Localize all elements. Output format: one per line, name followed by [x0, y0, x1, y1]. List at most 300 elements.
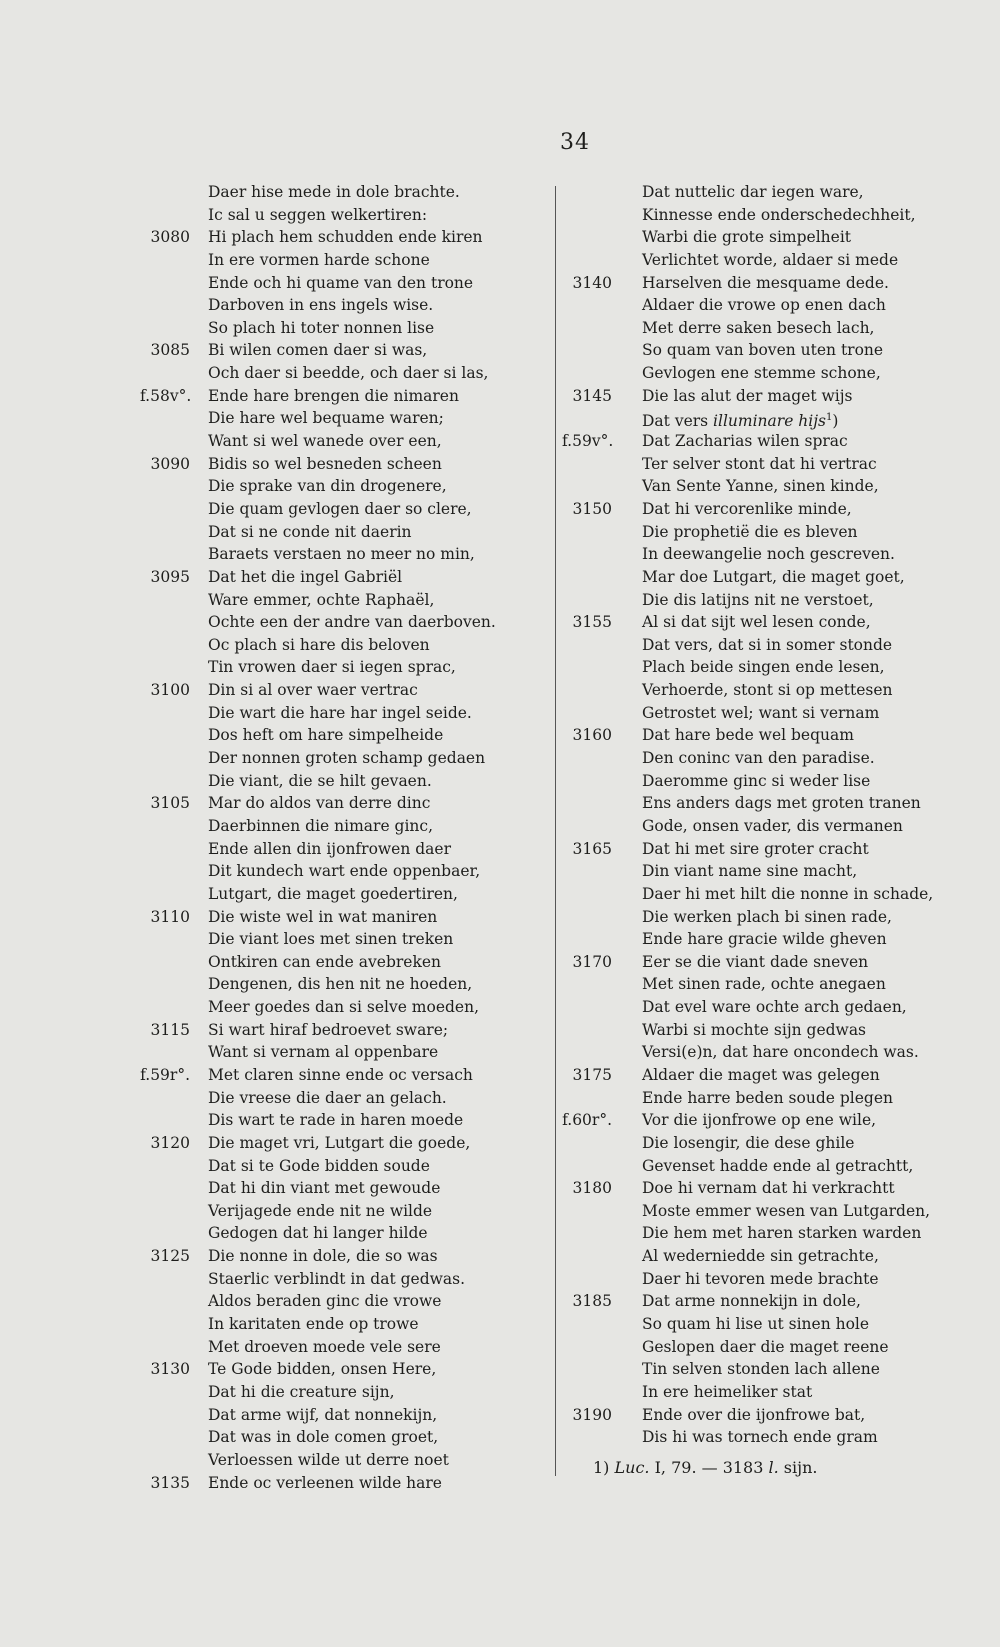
verse-text — [208, 498, 472, 521]
verse-text-main: Die vreese die daer an gelach. — [208, 1088, 447, 1107]
verse-text — [642, 611, 871, 634]
footnote-ref: Luc. — [614, 1458, 650, 1477]
verse-text-main: Dat hi met sire groter cracht — [642, 839, 869, 858]
verse-text-main: Verhoerde, stont si op mettesen — [642, 681, 893, 700]
verse-text — [208, 1155, 430, 1178]
verse-text — [208, 521, 412, 544]
line-number: 3090 — [150, 454, 190, 473]
verse-text-main: Dat hi din viant met gewoude — [208, 1179, 441, 1198]
verse-line — [562, 860, 982, 883]
verse-line — [562, 226, 982, 249]
verse-text-main: Dis wart te rade in haren moede — [208, 1111, 464, 1130]
verse-line — [562, 1200, 982, 1223]
verse-line — [140, 1381, 540, 1404]
verse-text-main: Dat nuttelic dar iegen ware, — [642, 183, 864, 201]
verse-text — [642, 724, 854, 747]
verse-text-main: Din viant name sine macht, — [642, 862, 858, 881]
verse-text-main: Tin selven stonden lach allene — [642, 1360, 880, 1379]
verse-text — [642, 339, 883, 362]
verse-text-main: In ere heimeliker stat — [642, 1382, 813, 1401]
verse-text-main: Aldos beraden ginc die vrowe — [208, 1292, 442, 1311]
verse-text-main: Die viant loes met sinen treken — [208, 930, 454, 949]
verse-text-main: Met droeven moede vele sere — [208, 1337, 441, 1356]
verse-text — [208, 928, 453, 951]
verse-line — [562, 294, 982, 317]
verse-line — [140, 339, 540, 362]
verse-text-main: Daer hi met hilt die nonne in schade, — [642, 884, 934, 903]
verse-text — [208, 1290, 441, 1313]
verse-line — [140, 1155, 540, 1178]
verse-line — [140, 1087, 540, 1110]
verse-line — [140, 1109, 540, 1132]
verse-line — [140, 747, 540, 770]
verse-text — [642, 634, 892, 657]
verse-text-main: In ere vormen harde schone — [208, 250, 430, 269]
line-number: 3100 — [150, 681, 190, 700]
verse-text-main: Kinnesse ende onderschedechheit, — [642, 205, 916, 224]
verse-line — [562, 770, 982, 793]
verse-line — [562, 566, 982, 589]
verse-line — [140, 385, 540, 408]
verse-text-main: Van Sente Yanne, sinen kinde, — [642, 477, 879, 496]
verse-line — [562, 656, 982, 679]
verse-text — [642, 453, 877, 476]
verse-text — [642, 475, 879, 498]
verse-text-main: Aldaer die vrowe op enen dach — [642, 296, 886, 315]
verse-text — [642, 543, 895, 566]
line-number: 3185 — [572, 1292, 612, 1311]
footnote-ref-marker: 1 — [826, 412, 833, 424]
verse-line — [140, 181, 540, 204]
verse-line — [562, 792, 982, 815]
verse-text-main: Dat hi die creature sijn, — [208, 1382, 395, 1401]
verse-line — [140, 1472, 540, 1495]
verse-text-main: Dat vers, dat si in somer stonde — [642, 635, 893, 654]
verse-text-main: Die hare wel bequame waren; — [208, 409, 444, 428]
verse-text — [642, 815, 903, 838]
verse-line — [562, 1245, 982, 1268]
verse-line — [562, 1426, 982, 1449]
verse-line — [562, 430, 982, 453]
line-number: 3130 — [150, 1360, 190, 1379]
footnote-end: sijn. — [778, 1458, 818, 1477]
verse-text — [642, 928, 887, 951]
verse-line — [562, 1268, 982, 1291]
right-column — [562, 181, 982, 1449]
verse-text — [208, 951, 441, 974]
verse-text-main: Verijagede ende nit ne wilde — [208, 1201, 433, 1220]
verse-text-main: Bi wilen comen daer si was, — [208, 341, 428, 360]
verse-text — [642, 702, 879, 725]
verse-line — [140, 589, 540, 612]
verse-text-main: Plach beide singen ende lesen, — [642, 658, 885, 677]
verse-text-main: Al wederniedde sin getrachte, — [642, 1247, 879, 1266]
verse-text-main: So plach hi toter nonnen lise — [208, 318, 435, 337]
verse-text — [208, 770, 432, 793]
verse-line — [562, 453, 982, 476]
verse-text — [642, 317, 875, 340]
verse-line — [562, 1019, 982, 1042]
verse-text — [208, 204, 427, 227]
verse-text-main: Din si al over waer vertrac — [208, 681, 418, 700]
verse-line — [140, 317, 540, 340]
verse-text — [642, 1404, 865, 1427]
verse-text — [208, 1087, 447, 1110]
verse-text — [642, 1268, 879, 1291]
verse-text — [208, 815, 433, 838]
verse-after: ) — [832, 412, 839, 431]
verse-text — [208, 747, 485, 770]
verse-line — [140, 611, 540, 634]
verse-text-main: Gode, onsen vader, dis vermanen — [642, 816, 903, 835]
verse-line — [140, 1268, 540, 1291]
line-number: 3155 — [572, 613, 612, 632]
verse-text-main: Gevenset hadde ende al getrachtt, — [642, 1156, 914, 1175]
verse-line — [562, 679, 982, 702]
verse-text — [208, 1132, 470, 1155]
verse-line — [140, 1222, 540, 1245]
verse-text — [642, 1200, 930, 1223]
verse-text-main: Mar do aldos van derre dinc — [208, 794, 431, 813]
verse-text-main: Hi plach hem schudden ende kiren — [208, 228, 483, 247]
verse-line — [140, 1404, 540, 1427]
line-number: f.59v°. — [562, 432, 614, 451]
verse-text — [642, 498, 852, 521]
verse-text-main: Met sinen rade, ochte anegaen — [642, 975, 886, 994]
verse-text — [642, 226, 851, 249]
verse-text — [208, 1404, 437, 1427]
verse-text-main: Dat het die ingel Gabriël — [208, 567, 403, 586]
verse-text-main: Dat Zacharias wilen sprac — [642, 432, 848, 451]
verse-line — [140, 1019, 540, 1042]
verse-line — [562, 181, 982, 204]
verse-line — [562, 951, 982, 974]
line-number: 3160 — [572, 726, 612, 745]
verse-line — [562, 1041, 982, 1064]
footnote-ref-rest: I, 79. — 3183 — [649, 1458, 769, 1477]
verse-line — [140, 543, 540, 566]
verse-line — [562, 589, 982, 612]
verse-line — [562, 521, 982, 544]
verse-text-main: Dat arme nonnekijn in dole, — [642, 1292, 861, 1311]
verse-text — [208, 1019, 448, 1042]
verse-text-main: Dit kundech wart ende oppenbaer, — [208, 862, 481, 881]
verse-italic: illuminare hijs — [713, 412, 826, 431]
line-number: 3080 — [150, 228, 190, 247]
verse-text — [208, 656, 456, 679]
verse-text — [208, 181, 460, 204]
verse-text — [208, 589, 434, 612]
verse-text-main: Die las alut der maget wijs — [642, 386, 853, 405]
verse-text — [208, 339, 427, 362]
verse-text — [642, 679, 892, 702]
verse-text-main: Want si vernam al oppenbare — [208, 1043, 439, 1062]
verse-text — [208, 702, 472, 725]
verse-text — [642, 1019, 866, 1042]
line-number: f.59r°. — [140, 1065, 190, 1084]
verse-text-main: Die werken plach bi sinen rade, — [642, 907, 892, 926]
verse-text — [208, 611, 496, 634]
line-number: 3145 — [572, 386, 612, 405]
verse-text — [642, 951, 868, 974]
line-number: f.60r°. — [562, 1111, 612, 1130]
verse-line — [140, 815, 540, 838]
verse-text — [642, 860, 857, 883]
verse-text — [642, 1064, 880, 1087]
verse-text — [642, 838, 869, 861]
page-number: 34 — [560, 130, 590, 155]
verse-text — [208, 1472, 442, 1495]
verse-line — [140, 996, 540, 1019]
verse-text — [642, 1087, 893, 1110]
verse-text — [642, 883, 933, 906]
verse-line — [562, 317, 982, 340]
verse-text — [642, 770, 870, 793]
verse-line — [140, 453, 540, 476]
verse-text — [208, 1336, 441, 1359]
verse-text-main: Dat evel ware ochte arch gedaen, — [642, 998, 907, 1017]
verse-text-main: Aldaer die maget was gelegen — [642, 1065, 880, 1084]
verse-text-main: Daerbinnen die nimare ginc, — [208, 816, 434, 835]
verse-line — [140, 838, 540, 861]
verse-text-main: Die dis latijns nit ne verstoet, — [642, 590, 874, 609]
verse-text — [208, 1222, 428, 1245]
verse-text — [208, 860, 480, 883]
verse-line — [140, 1313, 540, 1336]
footnote — [593, 1458, 817, 1477]
verse-text — [208, 294, 433, 317]
verse-line — [140, 1200, 540, 1223]
line-number: 3120 — [150, 1133, 190, 1152]
verse-line — [140, 272, 540, 295]
line-number: 3115 — [150, 1020, 190, 1039]
verse-line — [140, 679, 540, 702]
verse-text-main: So quam van boven uten trone — [642, 341, 884, 360]
verse-text — [642, 996, 907, 1019]
verse-text-main: Warbi si mochte sijn gedwas — [642, 1020, 867, 1039]
verse-text-main: Ic sal u seggen welkertiren: — [208, 205, 428, 224]
verse-line — [140, 226, 540, 249]
verse-text — [208, 453, 442, 476]
verse-text-main: Dat vers — [642, 412, 714, 431]
verse-line — [562, 1155, 982, 1178]
verse-text-main: Die wiste wel in wat maniren — [208, 907, 438, 926]
verse-text — [642, 1109, 876, 1132]
verse-line — [562, 475, 982, 498]
verse-text — [642, 1222, 921, 1245]
verse-text-main: Die prophetië die es bleven — [642, 522, 858, 541]
verse-line — [562, 362, 982, 385]
verse-text — [642, 792, 921, 815]
verse-text-main: Te Gode bidden, onsen Here, — [208, 1360, 437, 1379]
verse-text-main: Dis hi was tornech ende gram — [642, 1428, 878, 1447]
verse-line — [140, 407, 540, 430]
verse-text — [642, 272, 889, 295]
verse-text — [208, 679, 418, 702]
verse-text — [208, 1109, 463, 1132]
verse-text-main: Ochte een der andre van daerboven. — [208, 613, 496, 632]
verse-text-main: Met derre saken besech lach, — [642, 318, 875, 337]
verse-line — [140, 1426, 540, 1449]
verse-line — [140, 1177, 540, 1200]
verse-text — [642, 294, 886, 317]
verse-text-main: Dos heft om hare simpelheide — [208, 726, 444, 745]
verse-line — [140, 792, 540, 815]
line-number: 3180 — [572, 1179, 612, 1198]
verse-text — [642, 1041, 919, 1064]
verse-line — [140, 1290, 540, 1313]
left-column — [140, 181, 540, 1494]
line-number: 3150 — [572, 499, 612, 518]
line-number: 3165 — [572, 839, 612, 858]
verse-text-main: Dat was in dole comen groet, — [208, 1428, 439, 1447]
column-divider — [555, 186, 556, 1476]
verse-text-main: Ende oc verleenen wilde hare — [208, 1473, 442, 1492]
verse-line — [562, 1381, 982, 1404]
verse-text-main: Tin vrowen daer si iegen sprac, — [208, 658, 456, 677]
verse-text-main: Dat si ne conde nit daerin — [208, 522, 412, 541]
verse-text — [208, 1313, 419, 1336]
verse-text — [208, 1381, 395, 1404]
verse-line — [140, 906, 540, 929]
verse-text-main: Ende over die ijonfrowe bat, — [642, 1405, 866, 1424]
verse-line — [562, 407, 982, 430]
verse-line — [562, 498, 982, 521]
verse-text — [642, 385, 853, 408]
verse-line — [140, 1041, 540, 1064]
verse-text-main: Staerlic verblindt in dat gedwas. — [208, 1269, 466, 1288]
verse-line — [562, 973, 982, 996]
line-number: f.58v°. — [140, 386, 192, 405]
verse-line — [140, 1449, 540, 1472]
verse-text-main: Die wart die hare har ingel seide. — [208, 703, 472, 722]
verse-text — [642, 1245, 879, 1268]
verse-text — [642, 1358, 880, 1381]
verse-line — [140, 1245, 540, 1268]
verse-text-main: Dat arme wijf, dat nonnekijn, — [208, 1405, 438, 1424]
verse-text-main: Moste emmer wesen van Lutgarden, — [642, 1201, 931, 1220]
verse-text-main: Die sprake van din drogenere, — [208, 477, 447, 496]
verse-text-main: Vor die ijonfrowe op ene wile, — [642, 1111, 877, 1130]
verse-line — [140, 475, 540, 498]
verse-text — [208, 1245, 438, 1268]
verse-line — [140, 498, 540, 521]
verse-text — [208, 634, 430, 657]
verse-text — [642, 1177, 895, 1200]
verse-text — [208, 566, 402, 589]
verse-text-main: Dengenen, dis hen nit ne hoeden, — [208, 975, 473, 994]
verse-text — [642, 1132, 854, 1155]
verse-text-main: Mar doe Lutgart, die maget goet, — [642, 567, 905, 586]
verse-text — [208, 1358, 436, 1381]
verse-text — [642, 656, 885, 679]
verse-text — [208, 430, 442, 453]
verse-text-main: Lutgart, die maget goedertiren, — [208, 884, 458, 903]
verse-text-main: Daeromme ginc si weder lise — [642, 771, 871, 790]
verse-text — [642, 566, 905, 589]
verse-text — [642, 973, 886, 996]
verse-line — [562, 1290, 982, 1313]
verse-line — [562, 1404, 982, 1427]
verse-text-main: Ende harre beden soude plegen — [642, 1088, 893, 1107]
verse-line — [562, 747, 982, 770]
verse-text-main: Verlichtet worde, aldaer si mede — [642, 250, 899, 269]
verse-text — [642, 1313, 869, 1336]
verse-text — [208, 362, 488, 385]
verse-line — [140, 702, 540, 725]
verse-text-main: Versi(e)n, dat hare oncondech was. — [642, 1043, 919, 1062]
verse-line — [562, 1313, 982, 1336]
verse-text — [208, 543, 475, 566]
verse-line — [140, 951, 540, 974]
verse-text — [642, 362, 881, 385]
verse-text — [208, 724, 443, 747]
verse-text — [208, 996, 479, 1019]
verse-text-main: Meer goedes dan si selve moeden, — [208, 998, 480, 1017]
verse-line — [562, 204, 982, 227]
verse-text-main: Dat hare bede wel bequam — [642, 726, 854, 745]
line-number: 3105 — [150, 794, 190, 813]
verse-line — [562, 1177, 982, 1200]
verse-text — [208, 475, 447, 498]
verse-text-main: In karitaten ende op trowe — [208, 1315, 419, 1334]
verse-text — [208, 838, 451, 861]
verse-text-main: Die nonne in dole, die so was — [208, 1247, 438, 1266]
verse-text-main: Darboven in ens ingels wise. — [208, 296, 434, 315]
verse-text — [208, 906, 437, 929]
verse-text — [642, 1155, 913, 1178]
verse-text — [208, 792, 430, 815]
line-number: 3125 — [150, 1247, 190, 1266]
verse-text-main: In deewangelie noch gescreven. — [642, 545, 895, 564]
verse-text-main: Met claren sinne ende oc versach — [208, 1065, 473, 1084]
verse-text — [208, 973, 472, 996]
verse-text-main: Harselven die mesquame dede. — [642, 273, 889, 292]
verse-text-main: Der nonnen groten schamp gedaen — [208, 749, 486, 768]
verse-line — [562, 611, 982, 634]
verse-text — [208, 407, 444, 430]
verse-line — [140, 204, 540, 227]
verse-line — [562, 702, 982, 725]
verse-text — [208, 1200, 432, 1223]
verse-line — [140, 249, 540, 272]
verse-text-main: Dat si te Gode bidden soude — [208, 1156, 430, 1175]
verse-text — [208, 1268, 465, 1291]
verse-text-main: Si wart hiraf bedroevet sware; — [208, 1020, 449, 1039]
verse-text — [642, 1426, 878, 1449]
verse-line — [140, 634, 540, 657]
verse-line — [140, 973, 540, 996]
verse-text-main: Die maget vri, Lutgart die goede, — [208, 1133, 471, 1152]
verse-text-main: Want si wel wanede over een, — [208, 432, 442, 451]
verse-text-main: Ontkiren can ende avebreken — [208, 952, 441, 971]
verse-text — [642, 181, 864, 204]
verse-line — [562, 838, 982, 861]
line-number: 3170 — [572, 952, 612, 971]
verse-text — [208, 317, 434, 340]
verse-line — [140, 294, 540, 317]
line-number: 3190 — [572, 1405, 612, 1424]
verse-line — [562, 272, 982, 295]
verse-line — [140, 1358, 540, 1381]
verse-text-main: So quam hi lise ut sinen hole — [642, 1315, 870, 1334]
verse-text — [208, 385, 459, 408]
verse-text — [208, 1041, 438, 1064]
verse-text-main: Die viant, die se hilt gevaen. — [208, 771, 432, 790]
verse-text-main: Ende hare gracie wilde gheven — [642, 930, 887, 949]
verse-text-main: Gevlogen ene stemme schone, — [642, 364, 881, 383]
verse-text — [642, 204, 916, 227]
